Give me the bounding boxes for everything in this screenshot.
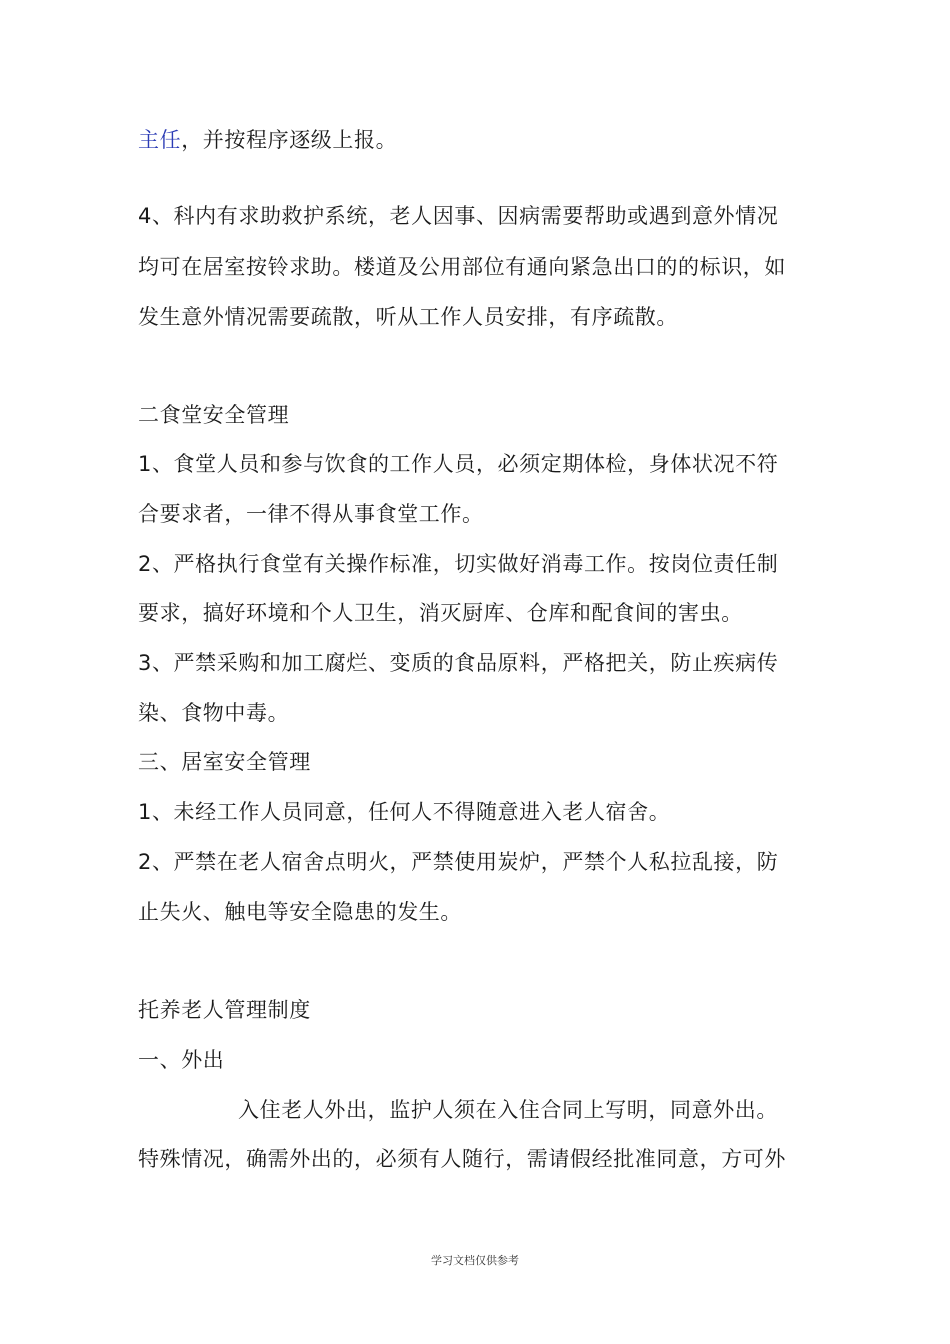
- paragraph-line: 发生意外情况需要疏散，听从工作人员安排，有序疏散。: [138, 305, 678, 329]
- paragraph-line: 染、食物中毒。: [138, 701, 290, 725]
- section-heading: 托养老人管理制度: [138, 998, 311, 1022]
- paragraph-line: 4、科内有求助救护系统，老人因事、因病需要帮助或遇到意外情况: [138, 204, 779, 228]
- paragraph-line: 3、严禁采购和加工腐烂、变质的食品原料，严格把关，防止疾病传: [138, 651, 779, 675]
- section-heading: 三、居室安全管理: [138, 750, 311, 774]
- paragraph-line: 均可在居室按铃求助。楼道及公用部位有通向紧急出口的的标识，如: [138, 255, 786, 279]
- paragraph-line: 入住老人外出，监护人须在入住合同上写明，同意外出。: [238, 1098, 778, 1122]
- page-footer: 学习文档仅供参考: [431, 1254, 519, 1267]
- paragraph-line: 特殊情况，确需外出的，必须有人随行，需请假经批准同意，方可外: [138, 1147, 786, 1171]
- subsection-heading: 一、外出: [138, 1048, 225, 1072]
- body-text: ，并按程序逐级上报。: [181, 128, 398, 152]
- paragraph-line: 2、严禁在老人宿舍点明火，严禁使用炭炉，严禁个人私拉乱接，防: [138, 850, 779, 874]
- paragraph-line: 止失火、触电等安全隐患的发生。: [138, 900, 462, 924]
- paragraph-line: 1、食堂人员和参与饮食的工作人员，必须定期体检，身体状况不符: [138, 452, 779, 476]
- paragraph-line: 合要求者，一律不得从事食堂工作。: [138, 502, 484, 526]
- section-heading: 二食堂安全管理: [138, 403, 290, 427]
- paragraph-line: 2、严格执行食堂有关操作标准，切实做好消毒工作。按岗位责任制: [138, 552, 779, 576]
- link-text[interactable]: 主任: [138, 128, 182, 152]
- paragraph-line: 要求，搞好环境和个人卫生，消灭厨库、仓库和配食间的害虫。: [138, 601, 743, 625]
- paragraph-line: 1、未经工作人员同意，任何人不得随意进入老人宿舍。: [138, 800, 671, 824]
- paragraph-line: [138, 125, 397, 155]
